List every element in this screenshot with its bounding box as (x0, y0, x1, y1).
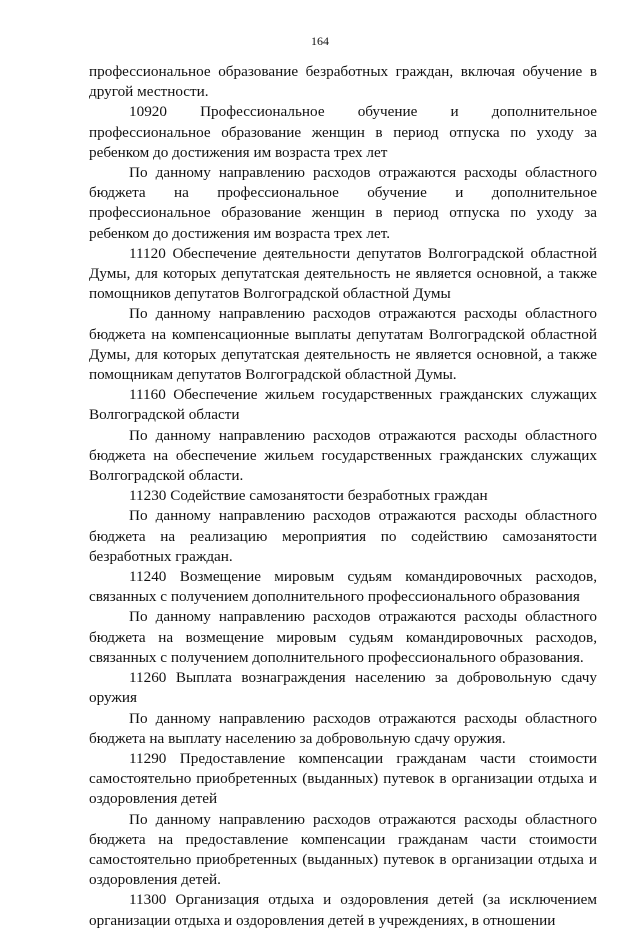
paragraph-continuation: профессиональное образование безработных граждан, включая обучение в другой местности. (89, 63, 597, 101)
section-heading-11160: 11160 Обеспечение жильем государственных гражданских служащих Волгоградской области (89, 386, 597, 424)
section-text-11290: По данному направлению расходов отражаются расходы областного бюджета на предоставление компенсации гражданам части стоимости самостоятельно приобретенных (выданных) путевок в организации отдыха и оздоровления детей. (89, 810, 597, 889)
section-heading-11240: 11240 Возмещение мировым судьям командировочных расходов, связанных с получением дополнительного профессионального образования (89, 568, 597, 606)
section-text-11120: По данному направлению расходов отражаются расходы областного бюджета на компенсационные выплаты депутатам Волгоградской областной Думы, для которых депутатская деятельность не является основной, а также помощникам депутатов Волгоградской областной Думы. (89, 305, 597, 384)
section-heading-11230: 11230 Содействие самозанятости безработных граждан (129, 487, 488, 505)
section-text-10920: По данному направлению расходов отражаются расходы областного бюджета на профессиональное обучение и дополнительное профессиональное образование женщин в период отпуска по уходу за ребенком до достижения им возраста трех лет. (89, 164, 597, 242)
section-text-11240: По данному направлению расходов отражаются расходы областного бюджета на возмещение мировым судьям командировочных расходов, связанных с получением дополнительного профессионального образования. (89, 608, 597, 666)
section-heading-11260: 11260 Выплата вознаграждения населению за добровольную сдачу оружия (89, 669, 597, 707)
document-body (89, 62, 597, 931)
section-text-11160: По данному направлению расходов отражаются расходы областного бюджета на обеспечение жильем государственных гражданских служащих Волгоградской области. (89, 426, 597, 485)
section-heading-10920: 10920 Профессиональное обучение и дополнительное профессиональное образование женщин в период отпуска по уходу за ребенком до достижения им возраста трех лет (89, 103, 597, 161)
section-heading-11290: 11290 Предоставление компенсации гражданам части стоимости самостоятельно приобретенных (выданных) путевок в организации отдыха и оздоровления детей (89, 749, 597, 808)
page-number: 164 (311, 34, 329, 48)
section-text-11260: По данному направлению расходов отражаются расходы областного бюджета на выплату населению за добровольную сдачу оружия. (89, 709, 597, 747)
section-heading-11120: 11120 Обеспечение деятельности депутатов Волгоградской областной Думы, для которых депутатская деятельность не является основной, а также помощников депутатов Волгоградской областной Думы (89, 244, 597, 303)
section-text-11230: По данному направлению расходов отражаются расходы областного бюджета на реализацию мероприятия по содействию самозанятости безработных граждан. (89, 507, 597, 565)
section-heading-11300: 11300 Организация отдыха и оздоровления детей (за исключением организации отдыха и оздоровления детей в учреждениях, в отношении (89, 891, 597, 929)
